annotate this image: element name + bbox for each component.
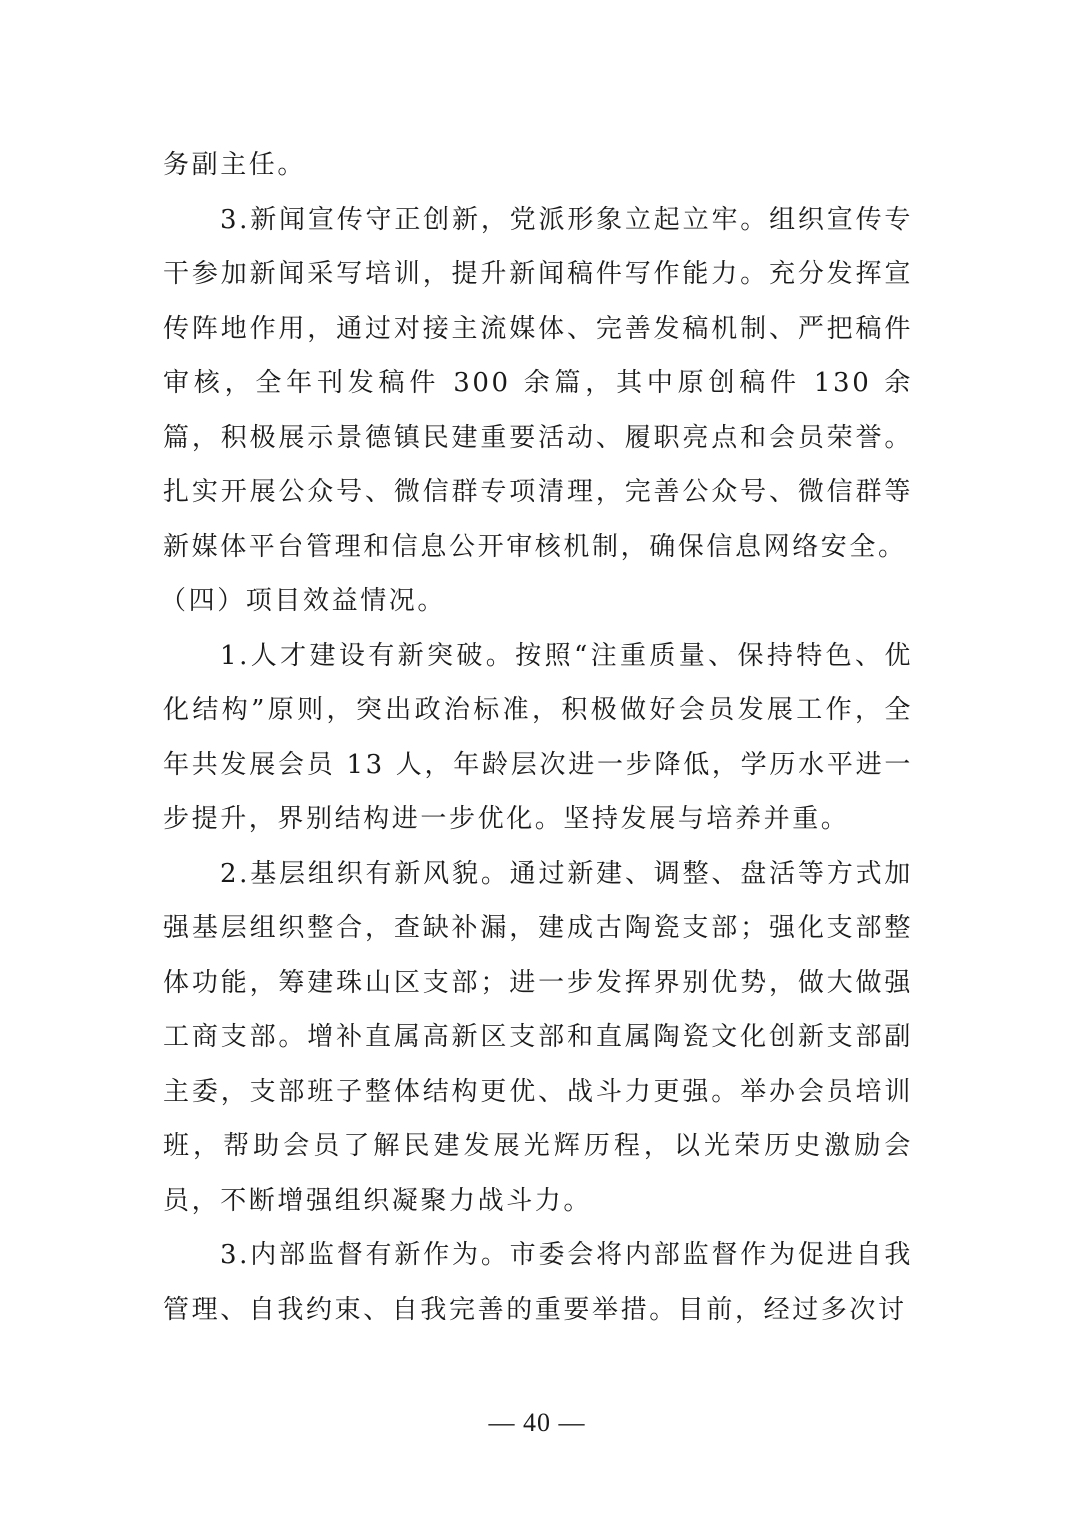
paragraph-continuation: 务副主任。: [163, 150, 307, 180]
paragraph-grassroots-organization: 2.基层组织有新风貌。通过新建、调整、盘活等方式加强基层组织整合，查缺补漏，建成古陶瓷支部；强化支部整体功能，筹建珠山区支部；进一步发挥界别优势，做大做强工商支部。增补直属高新区支部和直属陶瓷文化创新支部副主委，支部班子整体结构更优、战斗力更强。举办会员培训班，帮助会员了解民建发展光辉历程，以光荣历史激励会员，不断增强组织凝聚力战斗力。: [163, 858, 913, 1216]
section-heading-project-benefits: （四）项目效益情况。: [160, 586, 447, 616]
document-body: [160, 138, 913, 1337]
paragraph-internal-supervision: 3.内部监督有新作为。市委会将内部监督作为促进自我管理、自我约束、自我完善的重要举措。目前，经过多次讨: [163, 1240, 913, 1325]
paragraph-talent-building: 1.人才建设有新突破。按照“注重质量、保持特色、优化结构”原则，突出政治标准，积极做好会员发展工作，全年共发展会员 13 人，年龄层次进一步降低，学历水平进一步提升，界别结构进一步优化。坚持发展与培养并重。: [163, 640, 913, 834]
page-number: — 40 —: [488, 1408, 586, 1437]
paragraph-news-publicity: 3.新闻宣传守正创新，党派形象立起立牢。组织宣传专干参加新闻采写培训，提升新闻稿件写作能力。充分发挥宣传阵地作用，通过对接主流媒体、完善发稿机制、严把稿件审核，全年刊发稿件 300 余篇，其中原创稿件 130 余篇，积极展示景德镇民建重要活动、履职亮点和会员荣誉。扎实开展公众号、微信群专项清理，完善公众号、微信群等新媒体平台管理和信息公开审核机制，确保信息网络安全。: [163, 204, 913, 562]
